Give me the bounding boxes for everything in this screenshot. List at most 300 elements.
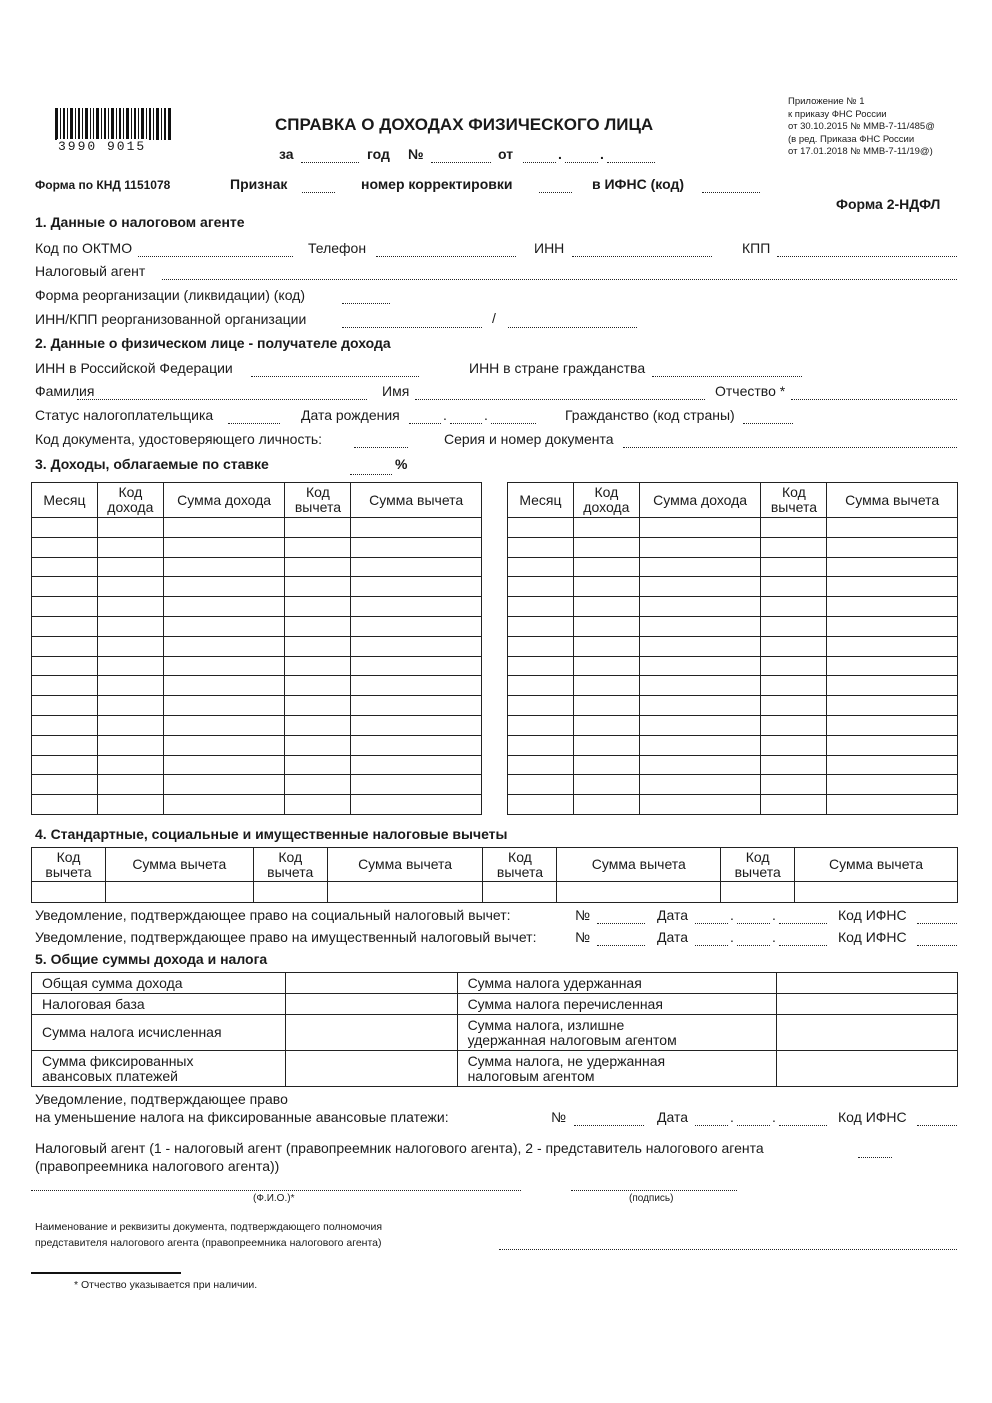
reorg-inn-field[interactable]: [342, 327, 482, 328]
label-doc-code: Код документа, удостоверяющего личность:: [35, 431, 323, 447]
income-cell[interactable]: [508, 577, 574, 597]
signature-field[interactable]: [571, 1190, 737, 1191]
income-cell[interactable]: [827, 518, 958, 538]
label-citizenship: Гражданство (код страны): [565, 407, 735, 423]
date-year-field[interactable]: [607, 162, 655, 163]
form-name: Форма 2-НДФЛ: [836, 196, 941, 212]
income-cell[interactable]: [761, 597, 827, 617]
agent-type-field[interactable]: [858, 1157, 892, 1158]
income-row: [508, 518, 958, 538]
income-row: [32, 715, 482, 735]
income-row: [32, 676, 482, 696]
income-cell[interactable]: [573, 696, 639, 716]
input-cell[interactable]: [327, 882, 483, 903]
priznak-field[interactable]: [302, 192, 335, 193]
income-cell[interactable]: [351, 616, 482, 636]
barcode: [55, 108, 173, 152]
oktmo-field[interactable]: [138, 256, 293, 257]
income-cell[interactable]: [827, 597, 958, 617]
col-deduction-sum: Сумма вычета: [327, 848, 483, 882]
income-cell[interactable]: [97, 537, 163, 557]
advance-date-day[interactable]: [695, 1125, 728, 1126]
label-oktmo: Код по ОКТМО: [35, 240, 133, 256]
income-cell[interactable]: [639, 696, 761, 716]
agent-type-line2: (правопреемника налогового агента)): [35, 1158, 280, 1174]
income-cell[interactable]: [573, 755, 639, 775]
income-cell[interactable]: [827, 775, 958, 795]
income-cell[interactable]: [351, 656, 482, 676]
income-cell[interactable]: [163, 557, 285, 577]
income-cell[interactable]: [32, 636, 98, 656]
income-cell[interactable]: [639, 795, 761, 815]
income-cell[interactable]: [573, 715, 639, 735]
income-cell[interactable]: [508, 537, 574, 557]
label-name: Имя: [382, 383, 410, 399]
income-cell[interactable]: [639, 518, 761, 538]
input-cell[interactable]: [795, 882, 958, 903]
income-cell[interactable]: [285, 557, 351, 577]
advance-date-month[interactable]: [737, 1125, 770, 1126]
doc-caption-line1: Наименование и реквизиты документа, подтверждающего полномочия: [35, 1221, 383, 1233]
income-cell[interactable]: [351, 676, 482, 696]
label-tax-calculated: Сумма налога исчисленная: [32, 1015, 286, 1051]
income-cell[interactable]: [761, 676, 827, 696]
input-cell[interactable]: [105, 882, 253, 903]
label-birth: Дата рождения: [301, 407, 400, 423]
income-cell[interactable]: [32, 518, 98, 538]
income-cell[interactable]: [97, 557, 163, 577]
col-deduction-code: Код вычета: [761, 483, 827, 518]
tax-calculated-value[interactable]: [285, 1015, 457, 1051]
income-cell[interactable]: [573, 656, 639, 676]
income-cell[interactable]: [639, 715, 761, 735]
col-month: Месяц: [32, 483, 98, 518]
label-agent: Налоговый агент: [35, 263, 146, 279]
income-row: [508, 557, 958, 577]
page-title: СПРАВКА О ДОХОДАХ ФИЗИЧЕСКОГО ЛИЦА: [275, 115, 654, 134]
birth-day-field[interactable]: [409, 423, 441, 424]
income-cell[interactable]: [827, 795, 958, 815]
label-advance-payments: Сумма фиксированных авансовых платежей: [32, 1051, 286, 1087]
property-ifns-field[interactable]: [917, 945, 957, 946]
correction-field[interactable]: [539, 192, 572, 193]
ifns-field[interactable]: [702, 192, 760, 193]
income-cell[interactable]: [97, 696, 163, 716]
income-row: [508, 795, 958, 815]
notice-property: Уведомление, подтверждающее право на имущественный налоговый вычет:: [35, 929, 537, 945]
income-cell[interactable]: [639, 775, 761, 795]
income-cell[interactable]: [827, 676, 958, 696]
income-row: [508, 597, 958, 617]
col-deduction-code: Код вычета: [32, 848, 106, 882]
income-cell[interactable]: [827, 735, 958, 755]
inn-field[interactable]: [572, 256, 712, 257]
income-cell[interactable]: [351, 557, 482, 577]
income-cell[interactable]: [163, 676, 285, 696]
income-cell[interactable]: [285, 795, 351, 815]
income-cell[interactable]: [163, 577, 285, 597]
col-income-sum: Сумма дохода: [639, 483, 761, 518]
income-row: [32, 616, 482, 636]
income-cell[interactable]: [508, 715, 574, 735]
appendix-note: Приложение № 1 к приказу ФНС России от 30.10.2015 № ММВ-7-11/485@ (в ред. Приказа ФНС России от 17.01.2018 № ММВ-7-11/19@): [788, 96, 935, 157]
income-row: [32, 656, 482, 676]
income-cell[interactable]: [351, 735, 482, 755]
doc-code-field[interactable]: [354, 447, 408, 448]
income-cell[interactable]: [508, 735, 574, 755]
income-cell[interactable]: [32, 577, 98, 597]
income-cell[interactable]: [97, 715, 163, 735]
income-cell[interactable]: [573, 597, 639, 617]
income-cell[interactable]: [285, 696, 351, 716]
label-kpp: КПП: [742, 240, 771, 256]
income-cell[interactable]: [827, 696, 958, 716]
income-cell[interactable]: [32, 795, 98, 815]
income-cell[interactable]: [97, 735, 163, 755]
tax-transferred-value[interactable]: [777, 994, 958, 1015]
input-cell[interactable]: [253, 882, 327, 903]
deductions-table: [31, 847, 958, 903]
income-cell[interactable]: [827, 577, 958, 597]
income-cell[interactable]: [351, 775, 482, 795]
social-ifns-field[interactable]: [917, 923, 957, 924]
income-cell[interactable]: [32, 597, 98, 617]
label-doc-number: Серия и номер документа: [444, 431, 614, 447]
income-cell[interactable]: [97, 616, 163, 636]
income-row: [508, 755, 958, 775]
tax-excess-value[interactable]: [777, 1015, 958, 1051]
income-cell[interactable]: [508, 557, 574, 577]
barcode-number: 3990 9015: [58, 139, 147, 154]
notice-advance-line1: Уведомление, подтверждающее право: [35, 1091, 288, 1107]
income-cell[interactable]: [163, 755, 285, 775]
income-cell[interactable]: [32, 696, 98, 716]
income-cell[interactable]: [508, 775, 574, 795]
label-tax-not-withheld: Сумма налога, не удержанная налоговым агентом: [457, 1051, 777, 1087]
income-cell[interactable]: [508, 616, 574, 636]
income-cell[interactable]: [32, 557, 98, 577]
income-cell[interactable]: [761, 537, 827, 557]
income-row: [508, 636, 958, 656]
income-cell[interactable]: [285, 616, 351, 636]
income-cell[interactable]: [163, 735, 285, 755]
inn-rf-field[interactable]: [251, 376, 419, 377]
surname-field[interactable]: [77, 399, 367, 400]
label-priznak: Признак: [230, 176, 288, 192]
social-notice-number[interactable]: [597, 923, 645, 924]
col-deduction-code: Код вычета: [285, 483, 351, 518]
col-deduction-sum: Сумма вычета: [795, 848, 958, 882]
section2-title: 2. Данные о физическом лице - получателе дохода: [35, 335, 391, 351]
income-cell[interactable]: [639, 557, 761, 577]
label-inn-foreign: ИНН в стране гражданства: [469, 360, 646, 376]
income-cell[interactable]: [573, 557, 639, 577]
tax-withheld-value[interactable]: [777, 973, 958, 994]
income-table-left: [31, 482, 482, 815]
social-date-month[interactable]: [737, 923, 770, 924]
income-cell[interactable]: [761, 795, 827, 815]
income-cell[interactable]: [508, 795, 574, 815]
income-row: [508, 577, 958, 597]
income-cell[interactable]: [285, 636, 351, 656]
income-cell[interactable]: [761, 518, 827, 538]
property-date-year[interactable]: [779, 945, 827, 946]
income-cell[interactable]: [285, 735, 351, 755]
income-cell[interactable]: [573, 775, 639, 795]
number-field[interactable]: [431, 162, 491, 163]
year-field[interactable]: [301, 162, 359, 163]
income-row: [32, 735, 482, 755]
income-cell[interactable]: [351, 577, 482, 597]
income-cell[interactable]: [573, 616, 639, 636]
income-cell[interactable]: [508, 696, 574, 716]
label-za: за: [279, 146, 294, 162]
income-cell[interactable]: [163, 537, 285, 557]
income-cell[interactable]: [285, 537, 351, 557]
col-income-code: Код дохода: [573, 483, 639, 518]
income-row: [32, 537, 482, 557]
input-cell[interactable]: [32, 882, 106, 903]
income-cell[interactable]: [163, 518, 285, 538]
income-cell[interactable]: [827, 616, 958, 636]
income-cell[interactable]: [508, 597, 574, 617]
advance-ifns-field[interactable]: [917, 1125, 957, 1126]
label-status: Статус налогоплательщика: [35, 407, 214, 423]
input-cell[interactable]: [721, 882, 795, 903]
income-cell[interactable]: [351, 518, 482, 538]
input-cell[interactable]: [557, 882, 721, 903]
col-deduction-sum: Сумма вычета: [105, 848, 253, 882]
income-row: [32, 597, 482, 617]
label-inn: ИНН: [534, 240, 565, 256]
income-cell[interactable]: [32, 735, 98, 755]
income-cell[interactable]: [761, 696, 827, 716]
fio-field[interactable]: [31, 1190, 521, 1191]
income-cell[interactable]: [639, 656, 761, 676]
property-date-month[interactable]: [737, 945, 770, 946]
col-deduction-sum: Сумма вычета: [557, 848, 721, 882]
rate-field[interactable]: [350, 474, 392, 475]
income-cell[interactable]: [351, 715, 482, 735]
income-cell[interactable]: [827, 537, 958, 557]
col-month: Месяц: [508, 483, 574, 518]
col-deduction-code: Код вычета: [253, 848, 327, 882]
income-cell[interactable]: [285, 656, 351, 676]
income-cell[interactable]: [573, 795, 639, 815]
income-cell[interactable]: [285, 715, 351, 735]
income-cell[interactable]: [639, 755, 761, 775]
col-income-code: Код дохода: [97, 483, 163, 518]
income-cell[interactable]: [32, 715, 98, 735]
income-cell[interactable]: [163, 795, 285, 815]
label-reorg-inn: ИНН/КПП реорганизованной организации: [35, 311, 307, 327]
income-cell[interactable]: [285, 577, 351, 597]
income-cell[interactable]: [508, 636, 574, 656]
income-cell[interactable]: [761, 656, 827, 676]
income-cell[interactable]: [32, 537, 98, 557]
income-cell[interactable]: [761, 715, 827, 735]
income-cell[interactable]: [639, 616, 761, 636]
property-date-day[interactable]: [695, 945, 728, 946]
reorg-kpp-field[interactable]: [508, 327, 637, 328]
birth-month-field[interactable]: [450, 423, 482, 424]
income-cell[interactable]: [351, 636, 482, 656]
label-patronymic: Отчество *: [715, 383, 786, 399]
col-deduction-sum: Сумма вычета: [827, 483, 958, 518]
kpp-field[interactable]: [777, 256, 957, 257]
income-row: [32, 518, 482, 538]
income-cell[interactable]: [97, 636, 163, 656]
label-ot: от: [498, 146, 514, 162]
tax-base-value[interactable]: [285, 994, 457, 1015]
income-cell[interactable]: [97, 755, 163, 775]
income-row: [508, 696, 958, 716]
total-income-value[interactable]: [285, 973, 457, 994]
income-cell[interactable]: [285, 597, 351, 617]
input-cell[interactable]: [483, 882, 557, 903]
col-income-sum: Сумма дохода: [163, 483, 285, 518]
doc-number-field[interactable]: [623, 447, 957, 448]
notice-social: Уведомление, подтверждающее право на социальный налоговый вычет:: [35, 907, 511, 923]
income-cell[interactable]: [351, 795, 482, 815]
income-row: [32, 636, 482, 656]
income-cell[interactable]: [761, 755, 827, 775]
income-cell[interactable]: [97, 656, 163, 676]
birth-year-field[interactable]: [491, 423, 536, 424]
income-cell[interactable]: [32, 755, 98, 775]
income-cell[interactable]: [639, 577, 761, 597]
income-cell[interactable]: [761, 577, 827, 597]
income-cell[interactable]: [163, 775, 285, 795]
income-cell[interactable]: [285, 676, 351, 696]
income-cell[interactable]: [351, 537, 482, 557]
income-row: [508, 616, 958, 636]
social-date-year[interactable]: [779, 923, 827, 924]
income-cell[interactable]: [639, 636, 761, 656]
income-cell[interactable]: [163, 636, 285, 656]
label-god: год: [367, 146, 390, 162]
agent-type-line1: Налоговый агент (1 - налоговый агент (правопреемник налогового агента), 2 - представитель налогового агента: [35, 1140, 764, 1156]
income-cell[interactable]: [163, 616, 285, 636]
income-cell[interactable]: [827, 755, 958, 775]
advance-payments-value[interactable]: [285, 1051, 457, 1087]
label-tax-withheld: Сумма налога удержанная: [457, 973, 777, 994]
col-deduction-sum: Сумма вычета: [351, 483, 482, 518]
name-field[interactable]: [415, 399, 705, 400]
income-cell[interactable]: [827, 656, 958, 676]
income-cell[interactable]: [573, 577, 639, 597]
income-cell[interactable]: [761, 775, 827, 795]
income-cell[interactable]: [351, 696, 482, 716]
social-date-day[interactable]: [695, 923, 728, 924]
income-cell[interactable]: [97, 795, 163, 815]
income-cell[interactable]: [573, 537, 639, 557]
income-cell[interactable]: [761, 735, 827, 755]
signature-caption: (подпись): [629, 1193, 674, 1204]
section1-title: 1. Данные о налоговом агенте: [35, 214, 245, 230]
income-cell[interactable]: [351, 597, 482, 617]
income-cell[interactable]: [97, 597, 163, 617]
income-cell[interactable]: [761, 616, 827, 636]
income-cell[interactable]: [32, 676, 98, 696]
income-cell[interactable]: [573, 676, 639, 696]
income-cell[interactable]: [32, 656, 98, 676]
section5-title: 5. Общие суммы дохода и налога: [35, 951, 268, 967]
income-row: [508, 775, 958, 795]
income-cell[interactable]: [97, 676, 163, 696]
income-cell[interactable]: [285, 755, 351, 775]
advance-notice-number[interactable]: [574, 1125, 644, 1126]
income-cell[interactable]: [827, 636, 958, 656]
agent-field[interactable]: [162, 279, 957, 280]
income-cell[interactable]: [163, 656, 285, 676]
income-cell[interactable]: [639, 537, 761, 557]
income-cell[interactable]: [351, 755, 482, 775]
income-cell[interactable]: [97, 577, 163, 597]
income-row: [508, 715, 958, 735]
income-cell[interactable]: [32, 775, 98, 795]
income-cell[interactable]: [163, 597, 285, 617]
income-cell[interactable]: [508, 518, 574, 538]
tax-not-withheld-value[interactable]: [777, 1051, 958, 1087]
income-cell[interactable]: [827, 557, 958, 577]
date-month-field[interactable]: [565, 162, 598, 163]
income-cell[interactable]: [761, 557, 827, 577]
income-cell[interactable]: [163, 696, 285, 716]
fio-caption: (Ф.И.О.)*: [253, 1193, 295, 1204]
income-cell[interactable]: [573, 735, 639, 755]
income-cell[interactable]: [97, 518, 163, 538]
income-cell[interactable]: [827, 715, 958, 735]
income-row: [32, 696, 482, 716]
income-cell[interactable]: [639, 735, 761, 755]
date-day-field[interactable]: [523, 162, 556, 163]
income-cell[interactable]: [508, 656, 574, 676]
income-row: [508, 656, 958, 676]
label-ifns: в ИФНС (код): [592, 176, 685, 192]
income-cell[interactable]: [97, 775, 163, 795]
label-phone: Телефон: [308, 240, 367, 256]
income-row: [508, 537, 958, 557]
income-table-right: [507, 482, 958, 815]
reorg-form-field[interactable]: [342, 303, 390, 304]
phone-field[interactable]: [376, 256, 516, 257]
citizenship-field[interactable]: [743, 423, 793, 424]
income-cell[interactable]: [573, 636, 639, 656]
status-field[interactable]: [228, 423, 280, 424]
income-cell[interactable]: [285, 775, 351, 795]
income-cell[interactable]: [761, 636, 827, 656]
footnote-divider: [31, 1272, 181, 1274]
income-cell[interactable]: [573, 518, 639, 538]
income-cell[interactable]: [285, 518, 351, 538]
advance-date-year[interactable]: [779, 1125, 827, 1126]
income-row: [32, 577, 482, 597]
income-cell[interactable]: [639, 597, 761, 617]
income-cell[interactable]: [639, 676, 761, 696]
inn-foreign-field[interactable]: [652, 376, 802, 377]
income-cell[interactable]: [508, 676, 574, 696]
income-cell[interactable]: [32, 616, 98, 636]
label-inn-rf: ИНН в Российской Федерации: [35, 360, 233, 376]
doc-requisites-field[interactable]: [499, 1249, 957, 1250]
income-cell[interactable]: [163, 715, 285, 735]
property-notice-number[interactable]: [597, 945, 645, 946]
income-row: [508, 735, 958, 755]
patronymic-field[interactable]: [791, 399, 957, 400]
form-knd: Форма по КНД 1151078: [35, 178, 171, 192]
income-cell[interactable]: [508, 755, 574, 775]
